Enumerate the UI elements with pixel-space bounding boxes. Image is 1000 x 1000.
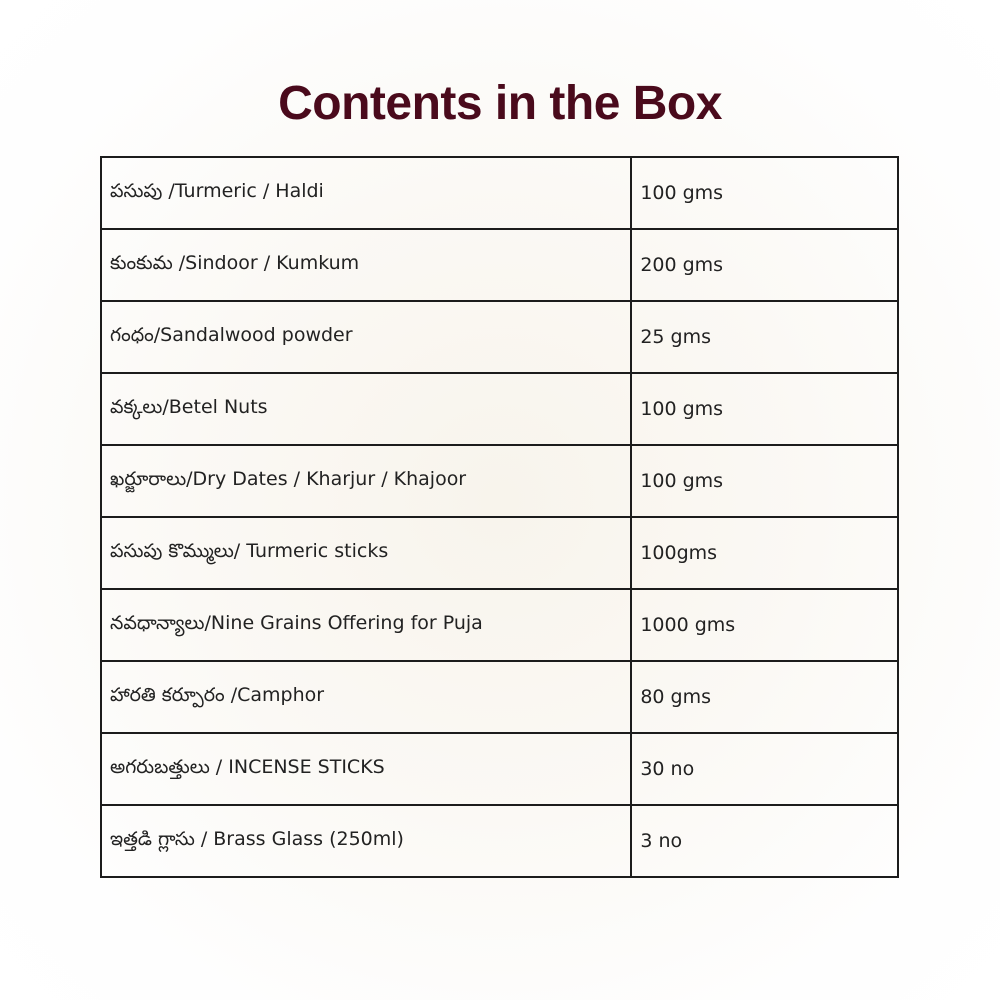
item-cell: హారతి కర్పూరం /Camphor [101,661,631,733]
item-cell: ఇత్తడి గ్లాసు / Brass Glass (250ml) [101,805,631,877]
quantity-cell: 100 gms [631,373,898,445]
item-cell: ఖర్జూరాలు/Dry Dates / Kharjur / Khajoor [101,445,631,517]
quantity-cell: 1000 gms [631,589,898,661]
contents-table [100,156,899,878]
quantity-cell: 100 gms [631,445,898,517]
table-row [101,301,898,373]
item-cell: వక్కలు/Betel Nuts [101,373,631,445]
table-row [101,589,898,661]
table-row [101,373,898,445]
quantity-cell: 3 no [631,805,898,877]
item-cell: పసుపు /Turmeric / Haldi [101,157,631,229]
item-cell: అగరుబత్తులు / INCENSE STICKS [101,733,631,805]
table-row [101,229,898,301]
item-cell: పసుపు కొమ్ములు/ Turmeric sticks [101,517,631,589]
table-row [101,445,898,517]
item-cell: కుంకుమ /Sindoor / Kumkum [101,229,631,301]
item-cell: గంధం/Sandalwood powder [101,301,631,373]
quantity-cell: 25 gms [631,301,898,373]
item-cell: నవధాన్యాలు/Nine Grains Offering for Puja [101,589,631,661]
table-row [101,733,898,805]
quantity-cell: 100gms [631,517,898,589]
table-row [101,517,898,589]
table-row [101,661,898,733]
table-row [101,805,898,877]
quantity-cell: 200 gms [631,229,898,301]
table-row [101,157,898,229]
quantity-cell: 100 gms [631,157,898,229]
quantity-cell: 30 no [631,733,898,805]
page-title: Contents in the Box [278,77,722,131]
quantity-cell: 80 gms [631,661,898,733]
